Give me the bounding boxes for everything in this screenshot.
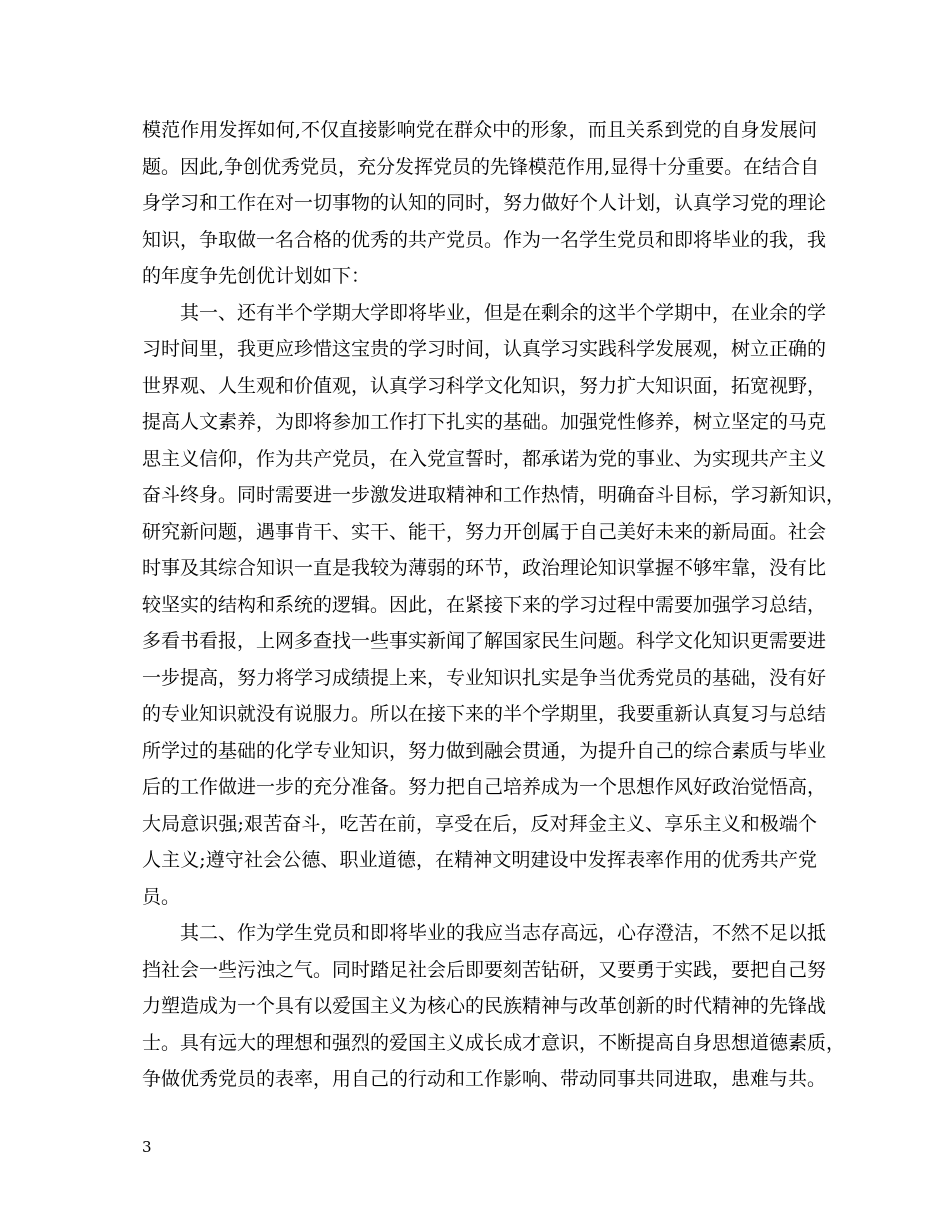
paragraph-2-line-5: 思主义信仰，作为共产党员，在入党宣誓时，都承诺为党的事业、为实现共产主义 bbox=[142, 447, 827, 470]
paragraph-2-line-3: 世界观、人生观和价值观，认真学习科学文化知识，努力扩大知识面，拓宽视野， bbox=[142, 374, 827, 397]
paragraph-2-line-14: 后的工作做进一步的充分准备。努力把自己培养成为一个思想作风好政治觉悟高， bbox=[142, 776, 827, 798]
paragraph-1-line-1: 模范作用发挥如何,不仅直接影响党在群众中的形象，而且关系到党的自身发展问 bbox=[142, 119, 817, 141]
paragraph-2-line-8: 时事及其综合知识一直是我较为薄弱的环节，政治理论知识掌握不够牢靠，没有比 bbox=[142, 557, 827, 579]
paragraph-3-line-1: 其二、作为学生党员和即将毕业的我应当志存高远，心存澄洁，不然不足以抵 bbox=[180, 922, 827, 944]
paragraph-2-line-2: 习时间里，我更应珍惜这宝贵的学习时间，认真学习实践科学发展观，树立正确的 bbox=[142, 338, 827, 360]
paragraph-2-line-11: 一步提高，努力将学习成绩提上来，专业知识扎实是争当优秀党员的基础，没有好 bbox=[142, 666, 827, 689]
paragraph-1-line-4: 知识，争取做一名合格的优秀的共产党员。作为一名学生党员和即将毕业的我，我 bbox=[142, 228, 827, 251]
paragraph-3-line-4: 士。具有远大的理想和强烈的爱国主义成长成才意识，不断提高自身思想道德素质， bbox=[142, 1031, 846, 1054]
paragraph-2-line-4: 提高人文素养，为即将参加工作打下扎实的基础。加强党性修养，树立坚定的马克 bbox=[142, 411, 827, 433]
paragraph-3-line-5: 争做优秀党员的表率，用自己的行动和工作影响、带动同事共同进取，患难与共。 bbox=[142, 1068, 827, 1090]
body-text bbox=[142, 112, 846, 1098]
paragraph-2-line-16: 人主义;遵守社会公德、职业道德，在精神文明建设中发挥表率作用的优秀共产党 bbox=[142, 849, 817, 871]
paragraph-2-line-12: 的专业知识就没有说服力。所以在接下来的半个学期里，我要重新认真复习与总结 bbox=[142, 703, 827, 725]
paragraph-2-line-6: 奋斗终身。同时需要进一步激发进取精神和工作热情，明确奋斗目标，学习新知识， bbox=[142, 484, 846, 506]
page-number: 3 bbox=[142, 1138, 152, 1156]
paragraph-2-line-15: 大局意识强;艰苦奋斗，吃苦在前，享受在后，反对拜金主义、享乐主义和极端个 bbox=[142, 812, 817, 835]
paragraph-2-line-1: 其一、还有半个学期大学即将毕业，但是在剩余的这半个学期中，在业余的学 bbox=[180, 301, 827, 324]
paragraph-2-line-17: 员。 bbox=[142, 885, 181, 908]
paragraph-1-line-2: 题。因此,争创优秀党员，充分发挥党员的先锋模范作用,显得十分重要。在结合自 bbox=[142, 155, 820, 178]
paragraph-2-line-10: 多看书看报，上网多查找一些事实新闻了解国家民生问题。科学文化知识更需要进 bbox=[142, 630, 827, 652]
paragraph-3-line-3: 力塑造成为一个具有以爱国主义为核心的民族精神与改革创新的时代精神的先锋战 bbox=[142, 995, 827, 1017]
paragraph-2-line-9: 较坚实的结构和系统的逻辑。因此，在紧接下来的学习过程中需要加强学习总结， bbox=[142, 593, 827, 616]
paragraph-1-line-3: 身学习和工作在对一切事物的认知的同时，努力做好个人计划，认真学习党的理论 bbox=[142, 192, 827, 214]
paragraph-2-line-13: 所学过的基础的化学专业知识，努力做到融会贯通，为提升自己的综合素质与毕业 bbox=[142, 739, 827, 762]
paragraph-3-line-2: 挡社会一些污浊之气。同时踏足社会后即要刻苦钻研，又要勇于实践，要把自己努 bbox=[142, 958, 827, 981]
paragraph-2-line-7: 研究新问题，遇事肯干、实干、能干，努力开创属于自己美好未来的新局面。社会 bbox=[142, 520, 827, 543]
paragraph-1-line-5: 的年度争先创优计划如下： bbox=[142, 265, 371, 287]
